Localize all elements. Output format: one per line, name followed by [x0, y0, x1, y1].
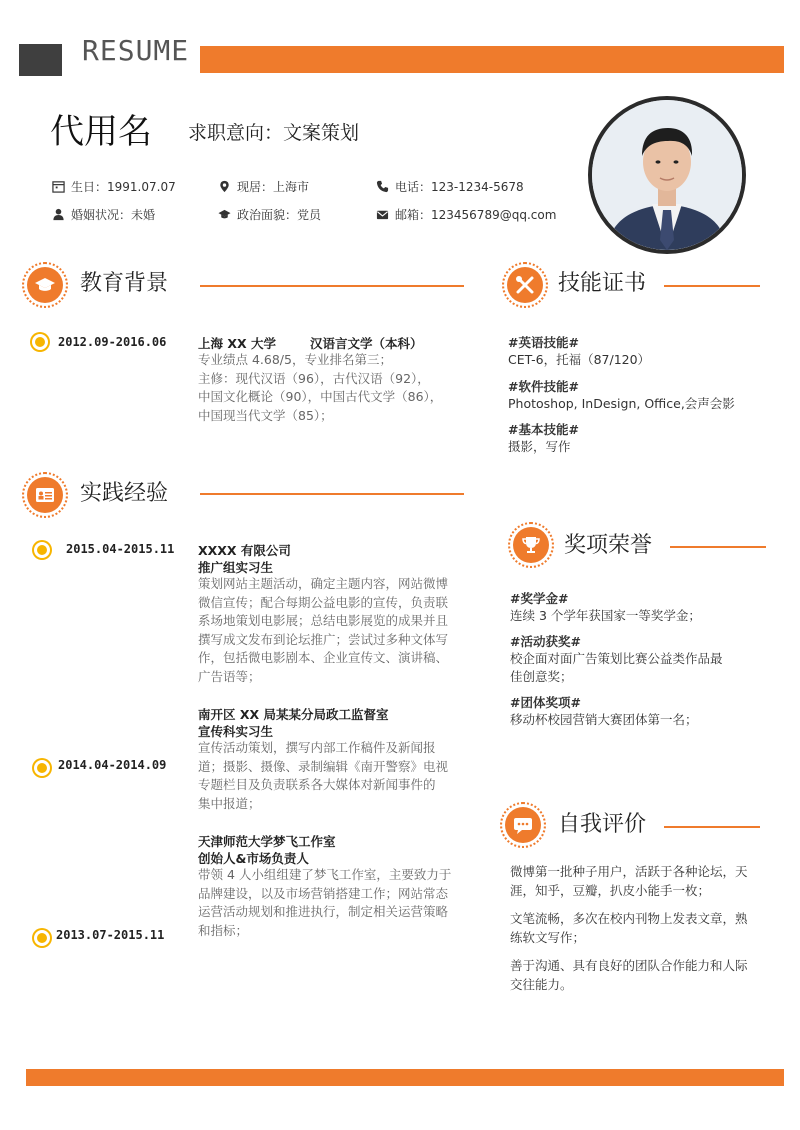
education-date: 2012.09-2016.06: [58, 335, 167, 349]
awards-title: 奖项荣誉: [564, 533, 653, 558]
info-politics: 政治面貌：党员: [218, 206, 321, 223]
awards-divider: [670, 546, 766, 548]
self-evaluation: 微博第一批种子用户，活跃于各种论坛，天 涯，知乎，豆瓣，扒皮小能手一枚； 文笔流畅，多次在校内刊物上发表文章，熟 练软文写作； 善于沟通、具有良好的团队合作能力和人际 交往能力。: [510, 864, 748, 992]
practice-date-1: 2015.04-2015.11: [66, 542, 175, 556]
skills-section-icon: [502, 262, 548, 308]
practice-date-2: 2014.04-2014.09: [58, 758, 167, 772]
practice-date-3: 2013.07-2015.11: [56, 928, 165, 942]
trophy-icon: [520, 534, 542, 556]
tools-icon: [514, 274, 536, 296]
skill-tag: #基本技能#: [508, 422, 579, 437]
graduation-cap-icon: [34, 274, 56, 296]
chat-bubble-icon: [512, 814, 534, 836]
award-text: 佳创意奖；: [510, 669, 573, 684]
practice-org-1: XXXX 有限公司: [198, 543, 291, 558]
education-divider: [200, 285, 464, 287]
award-text: 校企面对面广告策划比赛公益类作品最: [510, 650, 723, 666]
self-title: 自我评价: [558, 812, 647, 837]
person-icon: [52, 208, 65, 221]
info-birth: 生日：1991.07.07: [52, 178, 176, 195]
education-school: 上海 XX 大学: [198, 336, 276, 351]
timeline-dot: [32, 334, 48, 350]
resume-card-icon: [34, 484, 56, 506]
practice-org-3: 天津师范大学梦飞工作室: [198, 834, 336, 849]
education-section-icon: [22, 262, 68, 308]
skill-tag: #英语技能#: [508, 335, 579, 350]
calendar-icon: [52, 180, 65, 193]
info-marital: 婚姻状况：未婚: [52, 206, 155, 223]
resume-title: RESUME: [82, 34, 190, 67]
mail-icon: [376, 208, 389, 221]
practice-title: 实践经验: [80, 481, 169, 506]
skill-tag: #软件技能#: [508, 378, 579, 394]
practice-role-1: 推广组实习生: [198, 560, 274, 575]
award-tag: #奖学金#: [510, 591, 569, 606]
practice-role-2: 宣传科实习生: [198, 724, 274, 739]
award-text: 连续 3 个学年获国家一等奖学金；: [510, 608, 701, 623]
timeline-dot: [34, 760, 50, 776]
practice-desc-2: 宣传活动策划，撰写内部工作稿件及新闻报 道；摄影、摄像、录制编辑《南开警察》电视 专题栏目及负责联系各大媒体对新闻事件的 集中报道；: [198, 740, 449, 811]
skill-text: CET-6，托福（87/120）: [508, 352, 651, 367]
location-icon: [218, 180, 231, 193]
practice-desc-3: 带领 4 人小组组建了梦飞工作室，主要致力于 品牌建设，以及市场营销搭建工作；网站常态 运营活动规划和推进执行，制定相关运营策略 和指标；: [198, 867, 452, 938]
award-text: 移动杯校园营销大赛团体第一名；: [510, 711, 698, 727]
info-email: 邮箱：123456789@qq.com: [376, 206, 556, 223]
self-divider: [664, 826, 760, 828]
candidate-name: 代用名: [50, 112, 152, 152]
timeline-dot: [34, 930, 50, 946]
info-residence: 现居：上海市: [218, 178, 309, 195]
footer-orange-bar: [26, 1069, 784, 1086]
practice-divider: [200, 493, 464, 495]
profile-photo: [588, 96, 746, 254]
practice-desc-1: 策划网站主题活动，确定主题内容，网站微博 微信宣传；配合每期公益电影的宣传，负责联 系场地策划电影展；总结电影展览的成果并且 撰写成文发布到论坛推广；尝试过多种文体写 作，包括微电影剧本、企业宣传文、演讲稿、 广告语等；: [198, 576, 449, 684]
education-title: 教育背景: [80, 271, 169, 296]
skills-title: 技能证书: [558, 271, 647, 296]
info-phone: 电话：123-1234-5678: [376, 178, 524, 195]
awards-section-icon: [508, 522, 554, 568]
avatar-illustration: [592, 100, 742, 250]
practice-org-2: 南开区 XX 局某某分局政工监督室: [198, 707, 389, 722]
education-details: 专业绩点 4.68/5，专业排名第三； 主修：现代汉语（96），古代汉语（92）， 中国文化概论（90），中国古代文学（86）， 中国现当代文学（85）；: [198, 352, 443, 423]
phone-icon: [376, 180, 389, 193]
graduation-cap-icon: [218, 208, 231, 221]
awards-list: [510, 589, 780, 729]
job-intent: 求职意向：文案策划: [188, 122, 360, 144]
skills-divider: [664, 285, 760, 287]
header-dark-square: [19, 44, 62, 76]
skill-text: 摄影，写作: [508, 439, 571, 454]
timeline-dot: [34, 542, 50, 558]
award-tag: #活动获奖#: [510, 633, 581, 649]
practice-section-icon: [22, 472, 68, 518]
self-section-icon: [500, 802, 546, 848]
award-tag: #团体奖项#: [510, 694, 581, 710]
skill-text: Photoshop, InDesign, Office,会声会影: [508, 395, 735, 411]
education-major: 汉语言文学（本科）: [310, 336, 423, 351]
header-orange-bar: [200, 46, 784, 73]
practice-role-3: 创始人&市场负责人: [198, 851, 309, 866]
skills-list: [508, 333, 788, 457]
